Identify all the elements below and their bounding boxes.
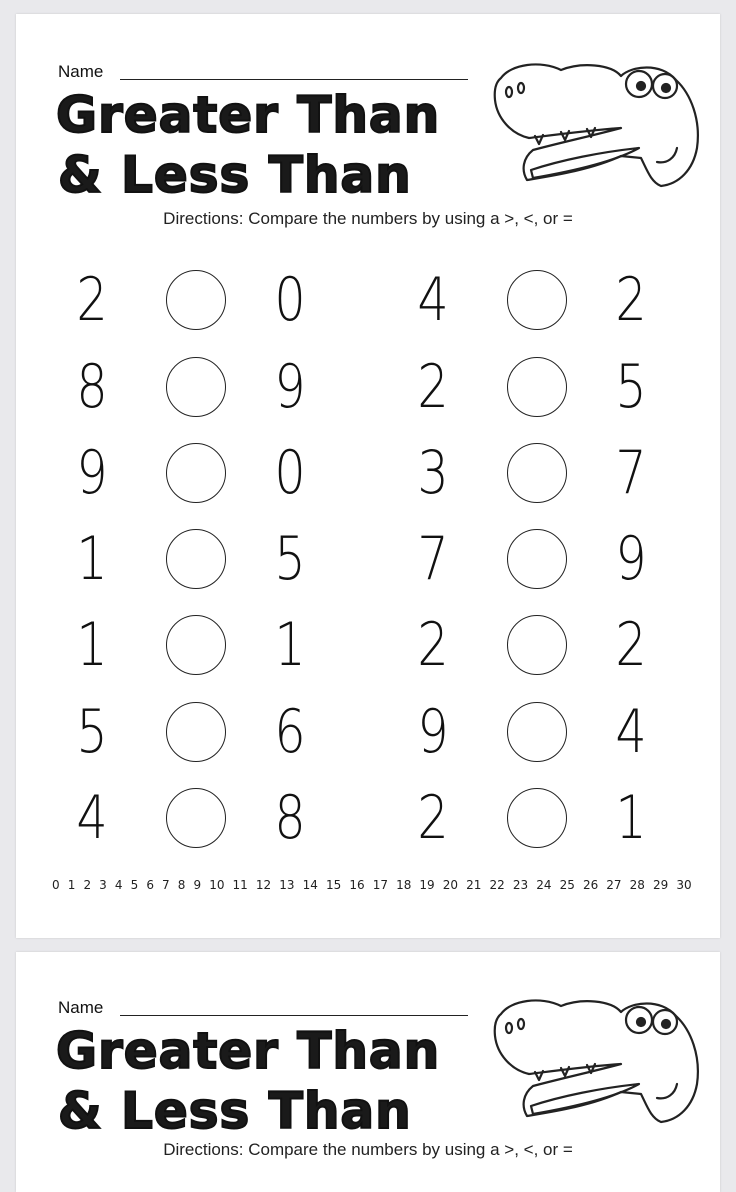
- number-right: 2: [615, 610, 647, 680]
- number-line-tick: 24: [536, 878, 552, 892]
- number-left: 3: [417, 438, 449, 508]
- problem-row: [16, 609, 336, 689]
- answer-circle[interactable]: [507, 357, 567, 417]
- number-line-tick: 5: [130, 878, 139, 892]
- title-line-1: Greater Than: [56, 86, 441, 144]
- number-line-tick: 14: [302, 878, 318, 892]
- problem-row: [357, 696, 677, 776]
- problem-row: [16, 437, 336, 517]
- number-right: 0: [274, 438, 306, 508]
- number-line: [52, 878, 692, 898]
- number-left: 5: [76, 697, 108, 767]
- number-line-tick: 21: [466, 878, 482, 892]
- number-left: 9: [417, 697, 449, 767]
- number-left: 7: [417, 524, 449, 594]
- number-line-tick: 11: [232, 878, 248, 892]
- alligator-icon: [471, 988, 701, 1128]
- problem-row: [357, 351, 677, 431]
- directions-text: : Compare the numbers by using a >, <, or =: [238, 209, 573, 228]
- number-right: 9: [615, 524, 647, 594]
- name-row: [58, 998, 478, 1020]
- number-line-tick: 1: [67, 878, 76, 892]
- answer-circle[interactable]: [166, 357, 226, 417]
- number-line-tick: 27: [606, 878, 622, 892]
- number-line-tick: 26: [582, 878, 599, 892]
- number-line-tick: 13: [279, 878, 295, 892]
- problem-row: [16, 264, 336, 344]
- answer-circle[interactable]: [166, 702, 226, 762]
- number-line-tick: 8: [177, 878, 186, 892]
- title-line-2: & Less Than: [58, 146, 412, 204]
- answer-circle[interactable]: [166, 615, 226, 675]
- name-blank-line[interactable]: [120, 79, 468, 80]
- answer-circle[interactable]: [166, 788, 226, 848]
- answer-circle[interactable]: [507, 270, 567, 330]
- number-left: 1: [76, 524, 108, 594]
- number-line-tick: 22: [489, 878, 505, 892]
- number-right: 4: [615, 697, 647, 767]
- answer-circle[interactable]: [166, 443, 226, 503]
- number-left: 2: [417, 783, 449, 853]
- number-right: 5: [615, 352, 647, 422]
- problem-row: [357, 782, 677, 862]
- number-line-tick: 29: [653, 878, 669, 892]
- number-right: 1: [615, 783, 647, 853]
- problem-row: [357, 609, 677, 689]
- problem-row: [357, 437, 677, 517]
- number-left: 2: [76, 265, 108, 335]
- answer-circle[interactable]: [507, 529, 567, 589]
- number-line-tick: 18: [396, 878, 412, 892]
- problem-row: [16, 782, 336, 862]
- directions: Directions: Compare the numbers by using a >, <, or =: [163, 1140, 573, 1159]
- name-label: Name: [58, 62, 104, 81]
- answer-circle[interactable]: [507, 788, 567, 848]
- directions-label: Directions: [163, 209, 239, 228]
- problem-row: [357, 523, 677, 603]
- answer-circle[interactable]: [507, 702, 567, 762]
- answer-circle[interactable]: [166, 529, 226, 589]
- number-line-tick: 23: [512, 878, 529, 892]
- number-right: 0: [274, 265, 306, 335]
- number-line-tick: 30: [676, 878, 692, 892]
- number-left: 1: [76, 610, 108, 680]
- number-right: 7: [615, 438, 647, 508]
- number-right: 6: [274, 697, 306, 767]
- title-line-1: Greater Than: [56, 1022, 441, 1080]
- problem-row: [16, 523, 336, 603]
- name-row: [58, 62, 478, 84]
- number-left: 4: [417, 265, 449, 335]
- number-line-tick: 3: [99, 878, 107, 892]
- number-line-tick: 15: [325, 878, 342, 892]
- name-blank-line[interactable]: [120, 1015, 468, 1016]
- problem-row: [16, 351, 336, 431]
- answer-circle[interactable]: [507, 443, 567, 503]
- number-line-tick: 19: [419, 878, 435, 892]
- number-left: 4: [76, 783, 108, 853]
- name-label: Name: [58, 998, 104, 1017]
- number-right: 9: [274, 352, 306, 422]
- number-line-tick: 16: [349, 878, 365, 892]
- number-line-tick: 6: [146, 878, 154, 892]
- number-line-tick: 0: [52, 878, 60, 892]
- number-right: 5: [274, 524, 306, 594]
- worksheet-page-2: [16, 952, 720, 1192]
- number-line-tick: 20: [442, 878, 459, 892]
- number-right: 8: [274, 783, 306, 853]
- number-left: 2: [417, 610, 449, 680]
- number-line-tick: 4: [114, 878, 123, 892]
- answer-circle[interactable]: [507, 615, 567, 675]
- number-right: 1: [274, 610, 306, 680]
- number-line-tick: 17: [372, 878, 388, 892]
- number-line-tick: 12: [255, 878, 272, 892]
- title-line-2: & Less Than: [58, 1082, 412, 1140]
- number-line-tick: 28: [629, 878, 645, 892]
- directions: [16, 209, 720, 229]
- number-line-tick: 25: [559, 878, 575, 892]
- number-right: 2: [615, 265, 647, 335]
- number-line-tick: 2: [83, 878, 92, 892]
- number-left: 9: [76, 438, 108, 508]
- number-line-tick: 7: [162, 878, 170, 892]
- number-left: 2: [417, 352, 449, 422]
- alligator-icon: [471, 52, 701, 192]
- number-line-tick: 10: [209, 878, 225, 892]
- problem-row: [16, 696, 336, 776]
- number-left: 8: [76, 352, 108, 422]
- problem-row: [357, 264, 677, 344]
- answer-circle[interactable]: [166, 270, 226, 330]
- worksheet-page: [16, 14, 720, 938]
- number-line-tick: 9: [193, 878, 202, 892]
